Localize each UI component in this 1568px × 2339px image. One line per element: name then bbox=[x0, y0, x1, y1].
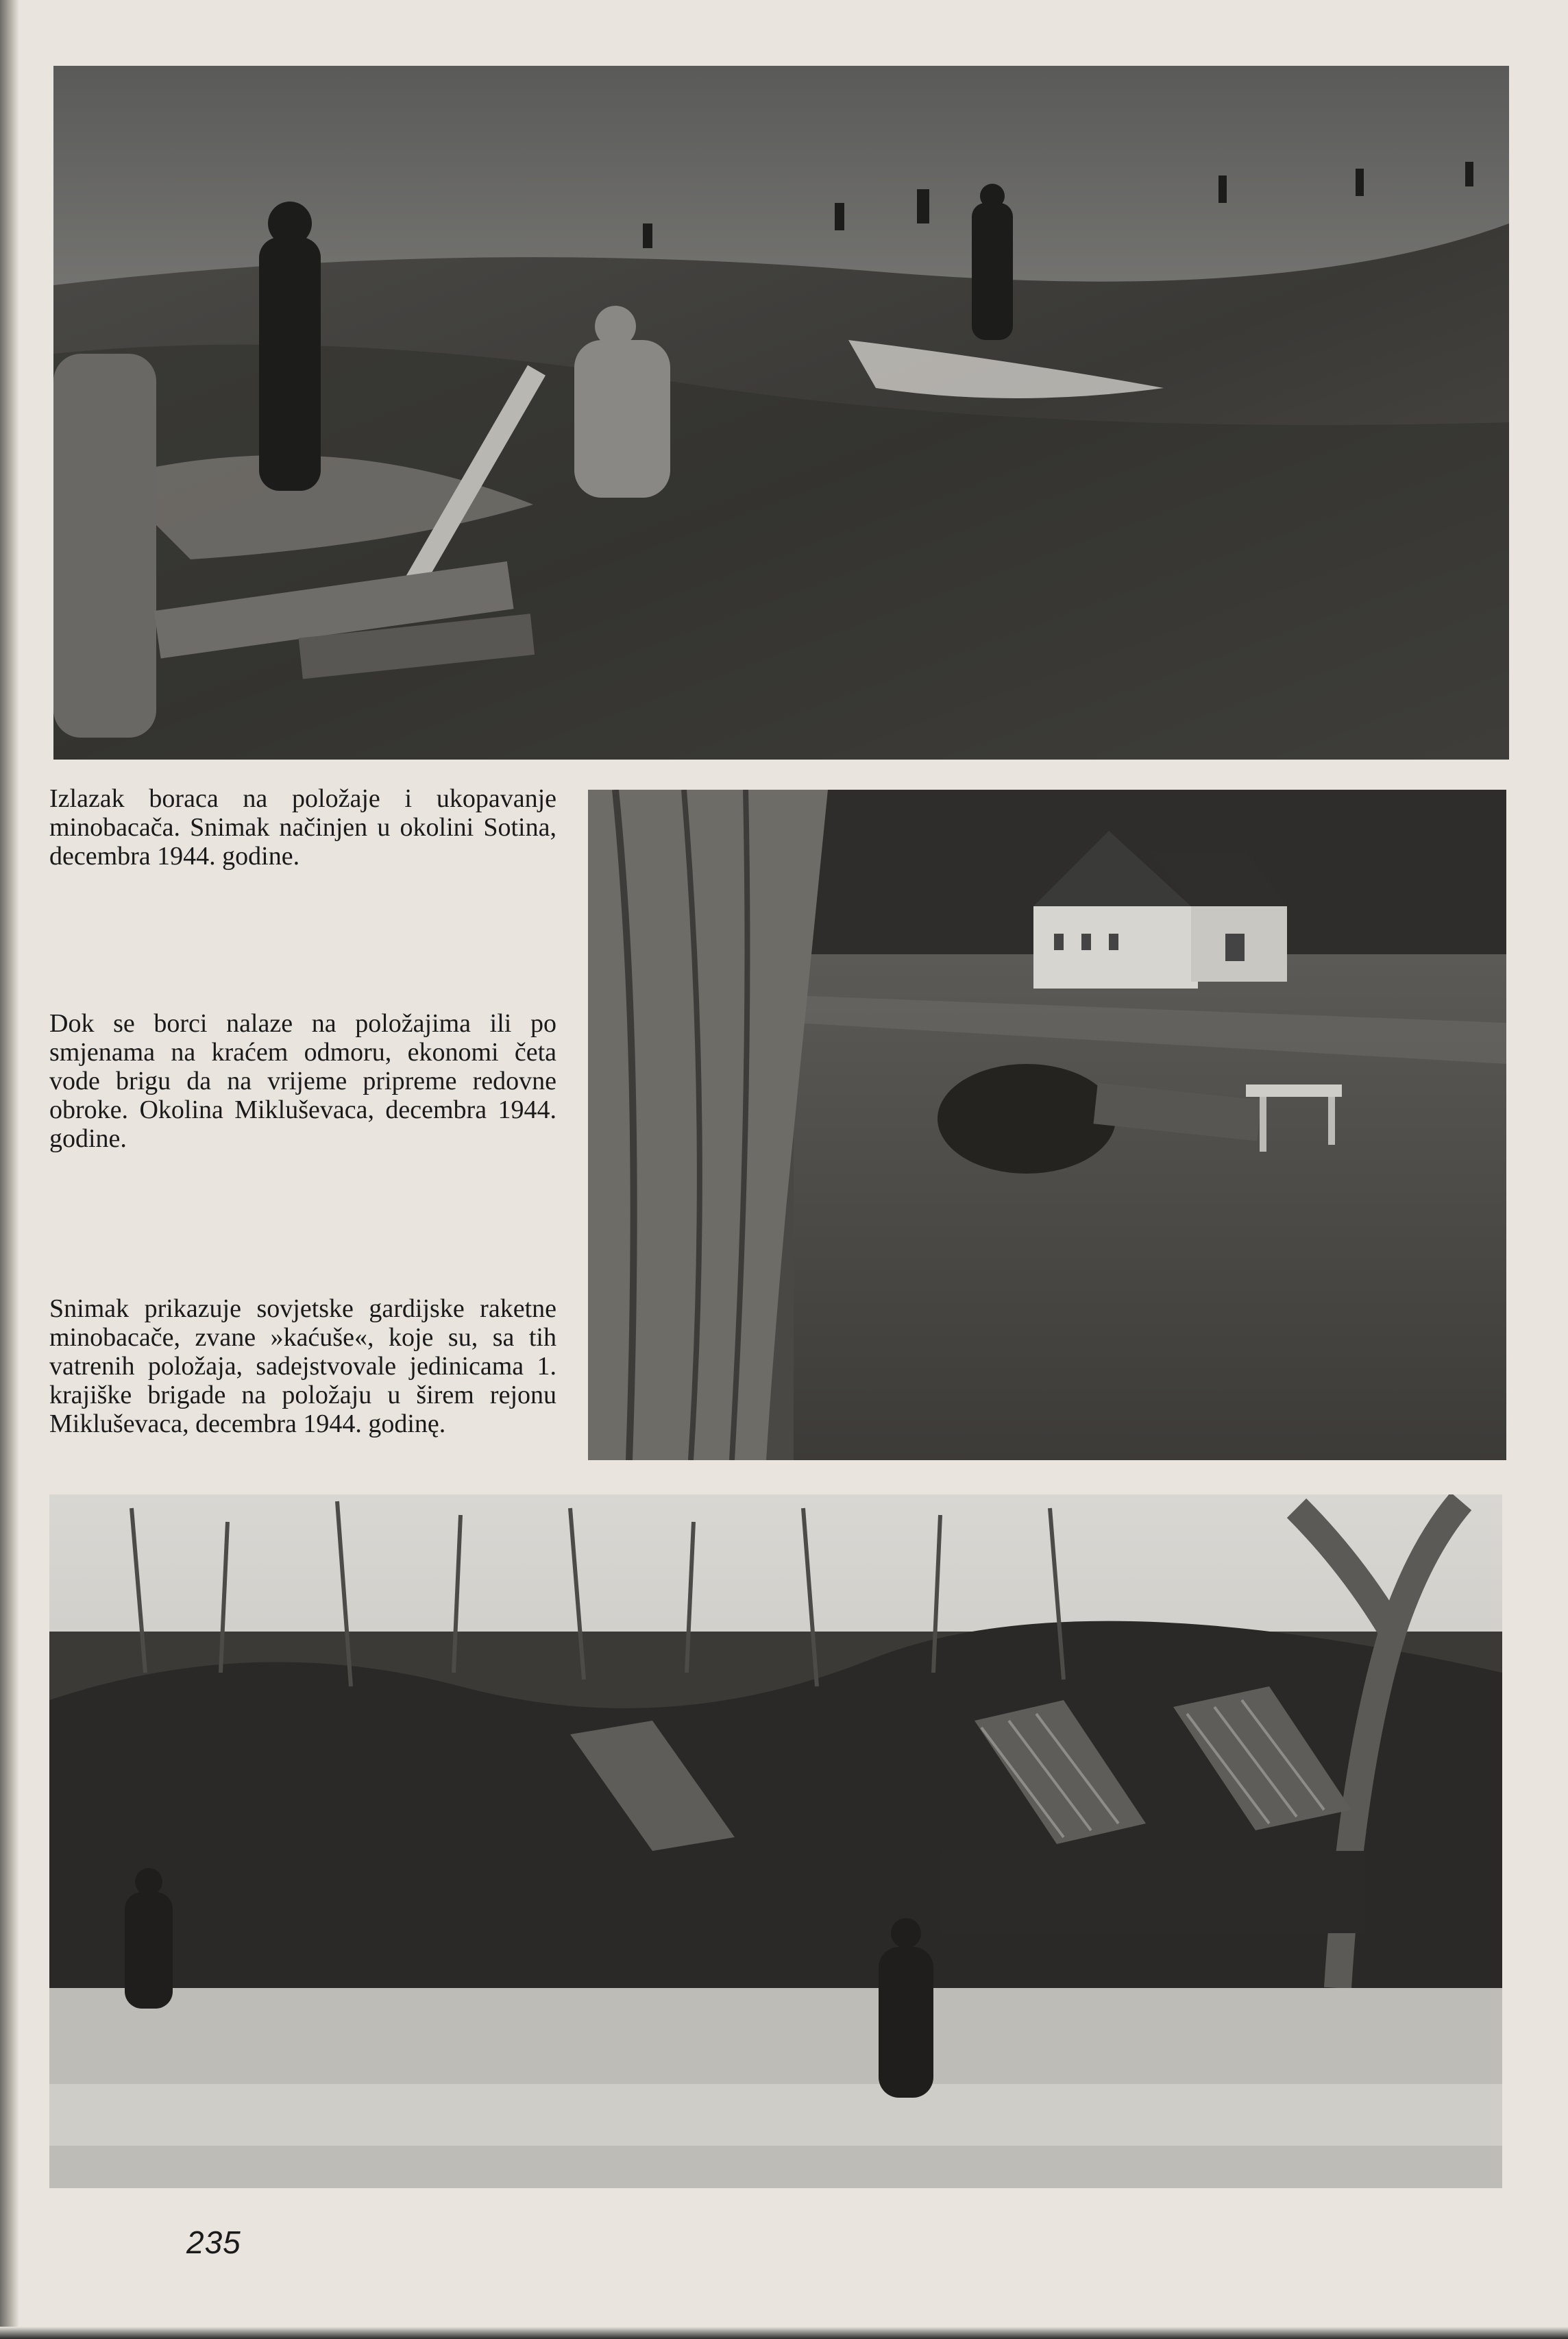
page-number: 235 bbox=[186, 2225, 241, 2260]
page-binding-edge bbox=[0, 0, 19, 2339]
caption-field-kitchen: Dok se borci nalaze na položajima ili po smjenama na kraćem odmoru, ekonomi četa vode brigu da na vrijeme pripreme redovne obroke. Okolina Mikluševaca, decembra 1944. godine. bbox=[49, 1009, 556, 1153]
photo-mortar-positions bbox=[53, 66, 1509, 760]
photo-katyusha-launchers bbox=[49, 1494, 1502, 2188]
caption-mortar-positions: Izlazak boraca na položaje i ukopavanje minobacača. Snimak načinjen u okolini Sotina, decembra 1944. godine. bbox=[49, 784, 556, 871]
page-bottom-edge bbox=[0, 2327, 1568, 2339]
caption-katyusha: Snimak prikazuje sovjetske gardijske raketne minobacače, zvane »kaćuše«, koje su, sa tih vatrenih položaja, sadejstvovale jedinicama 1. krajiške brigade na položaju u širem rejonu Mikluševaca, decembra 1944. godinę. bbox=[49, 1294, 556, 1438]
photo-field-kitchen bbox=[588, 790, 1506, 1460]
